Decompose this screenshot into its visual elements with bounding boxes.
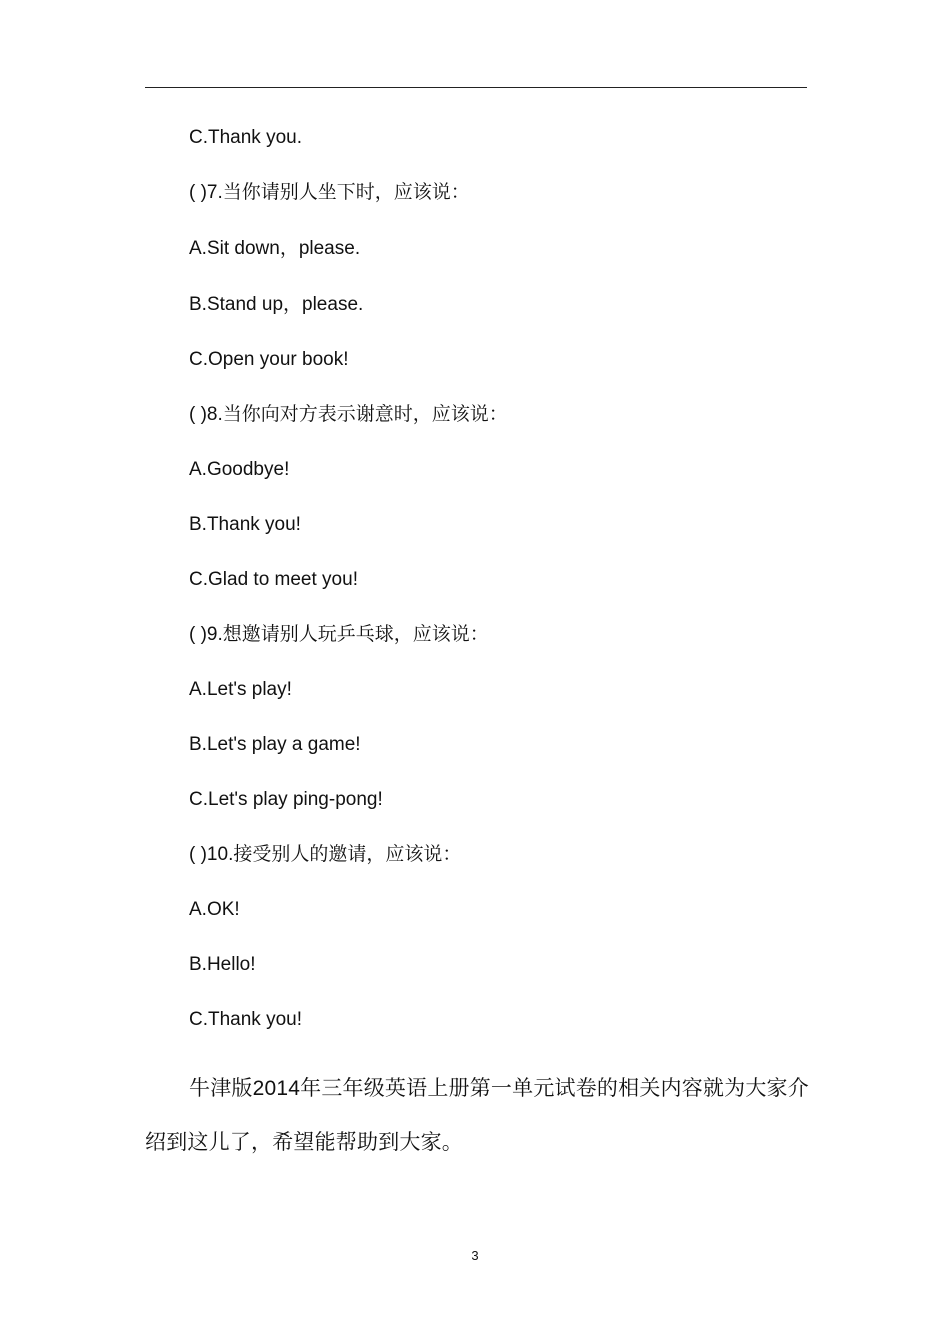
header-rule	[145, 87, 807, 88]
question-9: ( )9.想邀请别人玩乒乓球，应该说：	[189, 624, 489, 645]
option-line: A.OK!	[189, 899, 240, 920]
option-line: B.Thank you!	[189, 514, 301, 535]
question-10: ( )10.接受别人的邀请，应该说：	[189, 844, 462, 865]
option-line: C.Glad to meet you!	[189, 569, 358, 590]
option-line: C.Thank you!	[189, 1009, 302, 1030]
option-line: C.Open your book!	[189, 349, 349, 370]
question-7: ( )7.当你请别人坐下时，应该说：	[189, 182, 470, 203]
option-line: B.Hello!	[189, 954, 256, 975]
page-number: 3	[471, 1248, 479, 1263]
closing-paragraph: 牛津版2014年三年级英语上册第一单元试卷的相关内容就为大家介绍到这儿了，希望能帮助到大家。	[145, 1077, 809, 1154]
option-line: A.Goodbye!	[189, 459, 290, 480]
question-8: ( )8.当你向对方表示谢意时，应该说：	[189, 404, 508, 425]
option-line: A.Let's play!	[189, 679, 292, 700]
option-line: C.Let's play ping-pong!	[189, 789, 383, 810]
option-line: B.Stand up，please.	[189, 294, 364, 315]
option-line: C.Thank you.	[189, 127, 302, 148]
option-line: A.Sit down，please.	[189, 238, 361, 259]
option-line: B.Let's play a game!	[189, 734, 361, 755]
